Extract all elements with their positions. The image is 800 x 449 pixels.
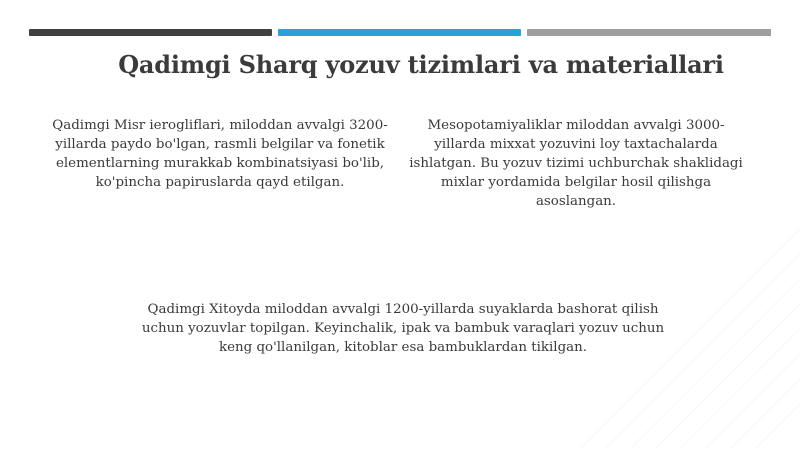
header-bar-gray bbox=[527, 29, 771, 36]
paragraph-china: Qadimgi Xitoyda miloddan avvalgi 1200-yillarda suyaklarda bashorat qilish uchun yozuvlar topilgan. Keyinchalik, ipak va bambuk varaqlari yozuv uchun keng qo'llanilgan, kitoblar esa bambuklardan tikilgan. bbox=[141, 302, 665, 355]
paragraph-mesopotamia: Mesopotamiyaliklar miloddan avvalgi 3000-yillarda mixxat yozuvini loy taxtachalarda ishlatgan. Bu yozuv tizimi uchburchak shaklidagi mixlar yordamida belgilar hosil qilishga asoslangan. bbox=[409, 118, 743, 209]
paragraph-egypt: Qadimgi Misr ierogliflari, miloddan avvalgi 3200-yillarda paydo bo'lgan, rasmli belgilar va fonetik elementlarning murakkab kombinatsiyasi bo'lib, ko'pincha papiruslarda qayd etilgan. bbox=[52, 118, 388, 190]
decorative-diagonal-pattern bbox=[560, 229, 800, 449]
slide-title: Qadimgi Sharq yozuv tizimlari va materiallari bbox=[118, 50, 724, 79]
header-bar-dark bbox=[29, 29, 272, 36]
header-bar-blue bbox=[278, 29, 521, 36]
